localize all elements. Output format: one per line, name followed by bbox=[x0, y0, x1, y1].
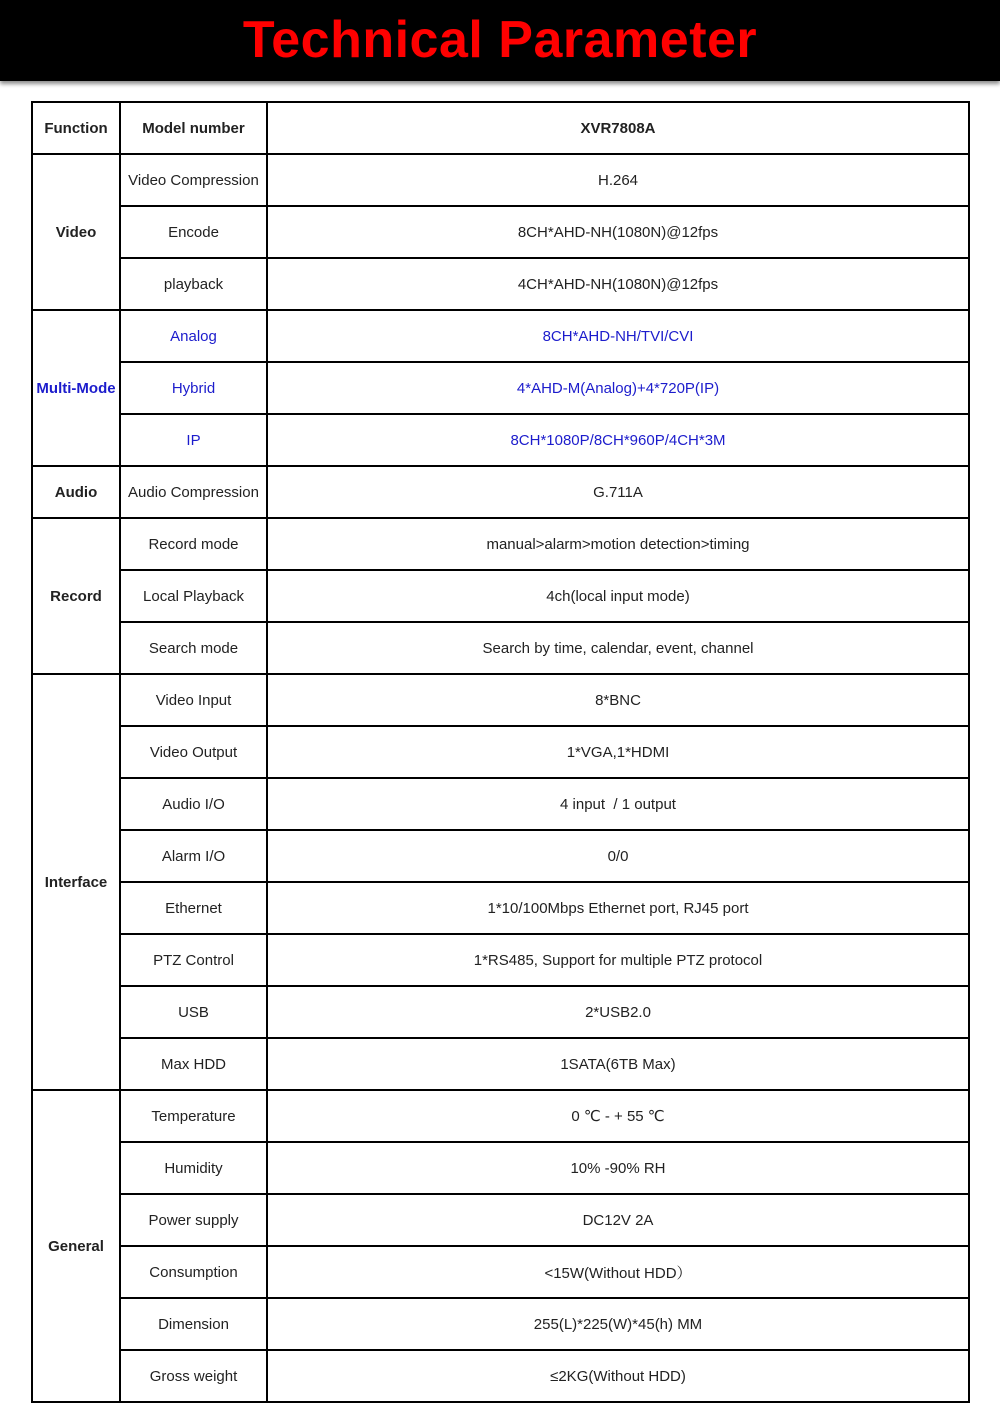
param-value: 8CH*1080P/8CH*960P/4CH*3M bbox=[267, 414, 969, 466]
banner-title: Technical Parameter bbox=[242, 11, 758, 69]
param-value: ≤2KG(Without HDD) bbox=[267, 1350, 969, 1402]
group-video: Video bbox=[32, 154, 120, 310]
spec-row bbox=[32, 674, 969, 726]
param-label: Power supply bbox=[120, 1194, 267, 1246]
param-label: Dimension bbox=[120, 1298, 267, 1350]
param-value: 10% -90% RH bbox=[267, 1142, 969, 1194]
param-value: 4*AHD-M(Analog)+4*720P(IP) bbox=[267, 362, 969, 414]
spec-row bbox=[32, 778, 969, 830]
group-record: Record bbox=[32, 518, 120, 674]
param-label: Video Compression bbox=[120, 154, 267, 206]
param-value: DC12V 2A bbox=[267, 1194, 969, 1246]
param-value: 8*BNC bbox=[267, 674, 969, 726]
header-row bbox=[32, 102, 969, 154]
spec-row bbox=[32, 1350, 969, 1402]
spec-row bbox=[32, 518, 969, 570]
header-model-label: Model number bbox=[120, 102, 267, 154]
param-label: PTZ Control bbox=[120, 934, 267, 986]
spec-row bbox=[32, 726, 969, 778]
spec-row bbox=[32, 1090, 969, 1142]
param-value: 8CH*AHD-NH(1080N)@12fps bbox=[267, 206, 969, 258]
param-label: Record mode bbox=[120, 518, 267, 570]
param-value: manual>alarm>motion detection>timing bbox=[267, 518, 969, 570]
spec-row bbox=[32, 1194, 969, 1246]
param-value: 1SATA(6TB Max) bbox=[267, 1038, 969, 1090]
spec-row bbox=[32, 570, 969, 622]
group-general: General bbox=[32, 1090, 120, 1402]
header-model-value: XVR7808A bbox=[267, 102, 969, 154]
param-label: Search mode bbox=[120, 622, 267, 674]
spec-row bbox=[32, 882, 969, 934]
param-label: Audio Compression bbox=[120, 466, 267, 518]
param-value: 0/0 bbox=[267, 830, 969, 882]
param-value: 2*USB2.0 bbox=[267, 986, 969, 1038]
header-function: Function bbox=[32, 102, 120, 154]
spec-row bbox=[32, 154, 969, 206]
spec-row bbox=[32, 414, 969, 466]
spec-row bbox=[32, 206, 969, 258]
param-value: 8CH*AHD-NH/TVI/CVI bbox=[267, 310, 969, 362]
spec-row bbox=[32, 1298, 969, 1350]
param-value: 1*VGA,1*HDMI bbox=[267, 726, 969, 778]
param-value: 4CH*AHD-NH(1080N)@12fps bbox=[267, 258, 969, 310]
spec-row bbox=[32, 986, 969, 1038]
title-banner bbox=[0, 0, 1000, 81]
param-value: 1*RS485, Support for multiple PTZ protocol bbox=[267, 934, 969, 986]
param-value: 255(L)*225(W)*45(h) MM bbox=[267, 1298, 969, 1350]
group-multi-mode: Multi-Mode bbox=[32, 310, 120, 466]
param-label: Hybrid bbox=[120, 362, 267, 414]
param-label: Ethernet bbox=[120, 882, 267, 934]
spec-row bbox=[32, 310, 969, 362]
param-label: Temperature bbox=[120, 1090, 267, 1142]
param-label: playback bbox=[120, 258, 267, 310]
param-label: Video Output bbox=[120, 726, 267, 778]
param-label: IP bbox=[120, 414, 267, 466]
group-interface: Interface bbox=[32, 674, 120, 1090]
param-value: Search by time, calendar, event, channel bbox=[267, 622, 969, 674]
param-value: 0 ℃ - + 55 ℃ bbox=[267, 1090, 969, 1142]
spec-table bbox=[31, 101, 970, 1403]
spec-row bbox=[32, 362, 969, 414]
param-value: G.711A bbox=[267, 466, 969, 518]
param-label: USB bbox=[120, 986, 267, 1038]
param-label: Max HDD bbox=[120, 1038, 267, 1090]
param-label: Audio I/O bbox=[120, 778, 267, 830]
param-value: <15W(Without HDD） bbox=[267, 1246, 969, 1298]
spec-row bbox=[32, 934, 969, 986]
param-label: Encode bbox=[120, 206, 267, 258]
param-label: Gross weight bbox=[120, 1350, 267, 1402]
spec-row bbox=[32, 1038, 969, 1090]
param-label: Video Input bbox=[120, 674, 267, 726]
spec-row bbox=[32, 1142, 969, 1194]
param-label: Humidity bbox=[120, 1142, 267, 1194]
param-value: 4ch(local input mode) bbox=[267, 570, 969, 622]
param-label: Local Playback bbox=[120, 570, 267, 622]
spec-row bbox=[32, 466, 969, 518]
param-value: H.264 bbox=[267, 154, 969, 206]
spec-row bbox=[32, 1246, 969, 1298]
param-value: 4 input / 1 output bbox=[267, 778, 969, 830]
spec-row bbox=[32, 622, 969, 674]
param-label: Alarm I/O bbox=[120, 830, 267, 882]
spec-row bbox=[32, 830, 969, 882]
spec-row bbox=[32, 258, 969, 310]
param-label: Consumption bbox=[120, 1246, 267, 1298]
group-audio: Audio bbox=[32, 466, 120, 518]
param-value: 1*10/100Mbps Ethernet port, RJ45 port bbox=[267, 882, 969, 934]
param-label: Analog bbox=[120, 310, 267, 362]
